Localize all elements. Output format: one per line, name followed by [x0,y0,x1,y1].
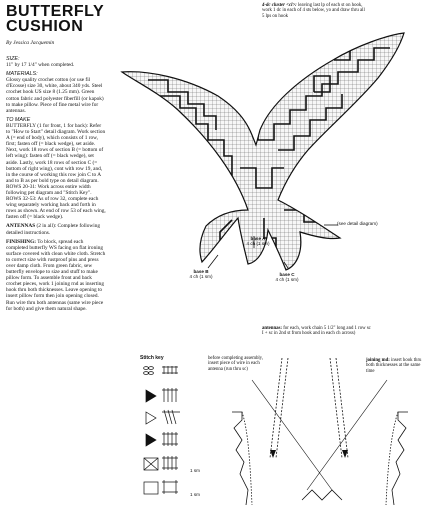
stitch-key-heading: Stitch key [140,355,164,361]
butterfly-filet-chart [108,0,429,330]
key-1sm-b: 1 sm [190,492,200,497]
base-c-name: base C [279,272,295,277]
base-c-label [272,272,302,282]
base-b-name: base B [193,269,209,274]
materials-text: Glossy quality crochet cotton (or use fil d'Ecosse) size 30, white, about 340 yds. Steel crochet hook US size 8 (1.25 mm). Green cotton fabric and polyester fiberfill (or kapok) to make pillow. Piece of fine metal wire for antennas. [6,77,104,114]
joining-head: joining md: [366,358,390,363]
key-open-block [144,480,178,494]
see-detail-label: (see detail diagram) [337,221,378,226]
to-make-text: BUTTERFLY (1 for front, 1 for back): Refer to "How to Start" detail diagram. Work section A (= end of body), which consists of 1 row, first; fasten off (= black wedge), set aside. Next, work 18 rows of section B (= bottom of left wing): fasten off (= black wedge), set aside. Lastly, work 18 rows of section C (= bottom of right wing), cont with row 19, and, in the course of working this row join C to A and to B as per bold type on detail diagram. ROWS 20-31: Work across entire width following pet diagram and "Stitch Key". ROWS 32-53: As of row 32, complete each wing separately working back and forth in rows as shown. At end of row 53 of each wing, fasten off (= black wedge). [6,122,106,221]
byline: By Jessica Jacquemin [6,40,55,46]
key-chain-symbols [144,366,178,374]
joining-body: insert hook thru both thicknesses at the same time [366,358,422,374]
antennas-note-head: antennas: [262,326,282,331]
cluster-note-head: 4-dc cluster <cl>: [262,3,297,8]
pattern-title [6,4,104,34]
wing-grid-area [108,0,429,330]
cluster-note-body: leaving last lp of each st on hook, work 1 dc in each of 4 sts below, yo and draw thru all 5 lps on hook [262,3,365,19]
size-heading: SIZE: [6,56,20,62]
finishing-heading: FINISHING: [6,238,37,245]
size-text: 11" by 17 1/4" when completed. [6,62,75,69]
key-wedge-3 [146,432,178,446]
title-line-1: BUTTERFLY [6,3,105,20]
base-a-chain: 4 ch (1 sm) [246,241,270,246]
title-line-2: CUSHION [6,18,84,35]
stitch-key-symbols [140,364,210,506]
base-c-chain: 4 ch (1 sm) [275,277,299,282]
antennas-text: (2 in all): Complete following detailed instructions. [6,223,101,236]
antennas-note [262,326,372,337]
antennas-note-body: for each, work chain 5 1/2" long and 1 row sc I + sc in 2nd st from hook and in each ch across) [262,326,371,337]
to-make-heading: TO MAKE [6,116,31,123]
base-a-name: base A [250,236,266,241]
finishing-paragraph [6,239,106,312]
key-1sm-a: 1 sm [190,468,200,473]
key-filled-block [144,456,178,470]
key-wedge-1 [146,388,178,402]
key-wedge-2 [146,410,180,424]
finishing-text: To block, spread each completed butterfly WS facing on flat ironing surface covered with clean white cloth. Stretch to correct size with rustproof pins and press over damp cloth. From green fabric, sew butterfly envelope to size and stuff to make pillow form. To assemble front and back crochet pieces, work 1 joining rnd as inserting hook thru both thicknesses. Leave opening to insert pillow form then join opening closed. Run wire thru both antennas (same wire piece for both) and give them natural shape. [6,238,106,312]
antennas-heading: ANTENNAS [6,223,36,230]
antenna-detail-diagram [212,340,428,510]
antennas-paragraph [6,223,106,235]
base-b-chain: 4 ch (1 sm) [189,274,213,279]
base-b-label [186,269,216,279]
before-completing-note: before completing assembly, insert piece of wire in each antenna (run thru sc) [208,356,263,372]
base-a-label [243,236,273,246]
instructions-column [6,56,106,315]
materials-heading: MATERIALS: [6,71,38,78]
